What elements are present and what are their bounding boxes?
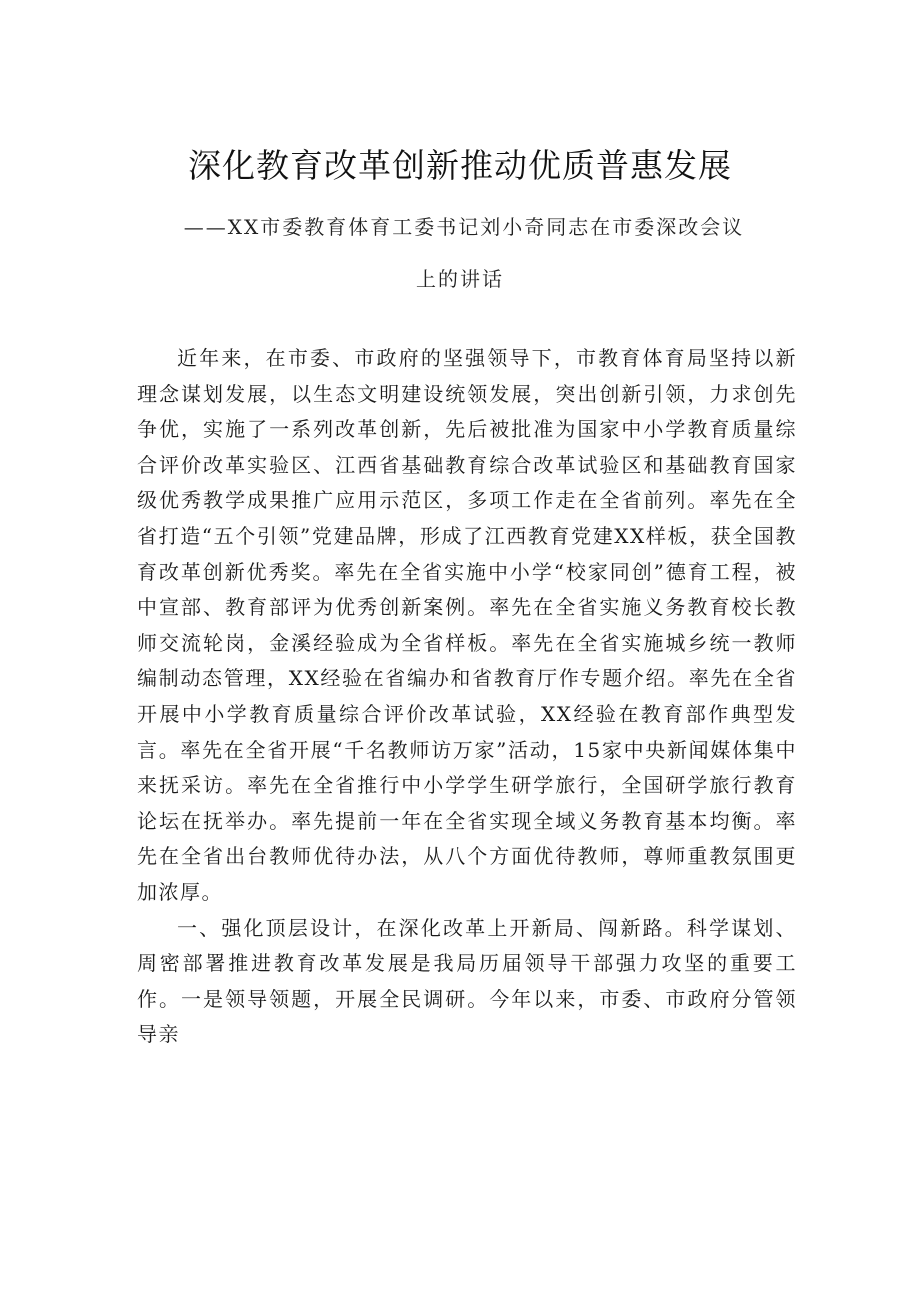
document-subtitle-line-2: 上的讲话	[416, 267, 504, 291]
document-title: 深化教育改革创新推动优质普惠发展	[188, 146, 732, 185]
document-body	[137, 341, 797, 1053]
document-subtitle-line-1: ——XX市委教育体育工委书记刘小奇同志在市委深改会议	[183, 215, 745, 239]
paragraph: 一、强化顶层设计，在深化改革上开新局、闯新路。科学谋划、周密部署推进教育改革发展是我局历届领导干部强力攻坚的重要工作。一是领导领题，开展全民调研。今年以来，市委、市政府分管领导亲	[137, 915, 797, 1047]
paragraph: 近年来，在市委、市政府的坚强领导下，市教育体育局坚持以新理念谋划发展，以生态文明建设统领发展，突出创新引领，力求创先争优，实施了一系列改革创新，先后被批准为国家中小学教育质量综合评价改革实验区、江西省基础教育综合改革试验区和基础教育国家级优秀教学成果推广应用示范区，多项工作走在全省前列。率先在全省打造“五个引领”党建品牌，形成了江西教育党建XX样板，获全国教育改革创新优秀奖。率先在全省实施中小学“校家同创”德育工程，被中宣部、教育部评为优秀创新案例。率先在全省实施义务教育校长教师交流轮岗，金溪经验成为全省样板。率先在全省实施城乡统一教师编制动态管理，XX经验在省编办和省教育厅作专题介绍。率先在全省开展中小学教育质量综合评价改革试验，XX经验在教育部作典型发言。率先在全省开展“千名教师访万家”活动，15家中央新闻媒体集中来抚采访。率先在全省推行中小学学生研学旅行，全国研学旅行教育论坛在抚举办。率先提前一年在全省实现全域义务教育基本均衡。率先在全省出台教师优待办法，从八个方面优待教师，尊师重教氛围更加浓厚。	[137, 346, 797, 904]
